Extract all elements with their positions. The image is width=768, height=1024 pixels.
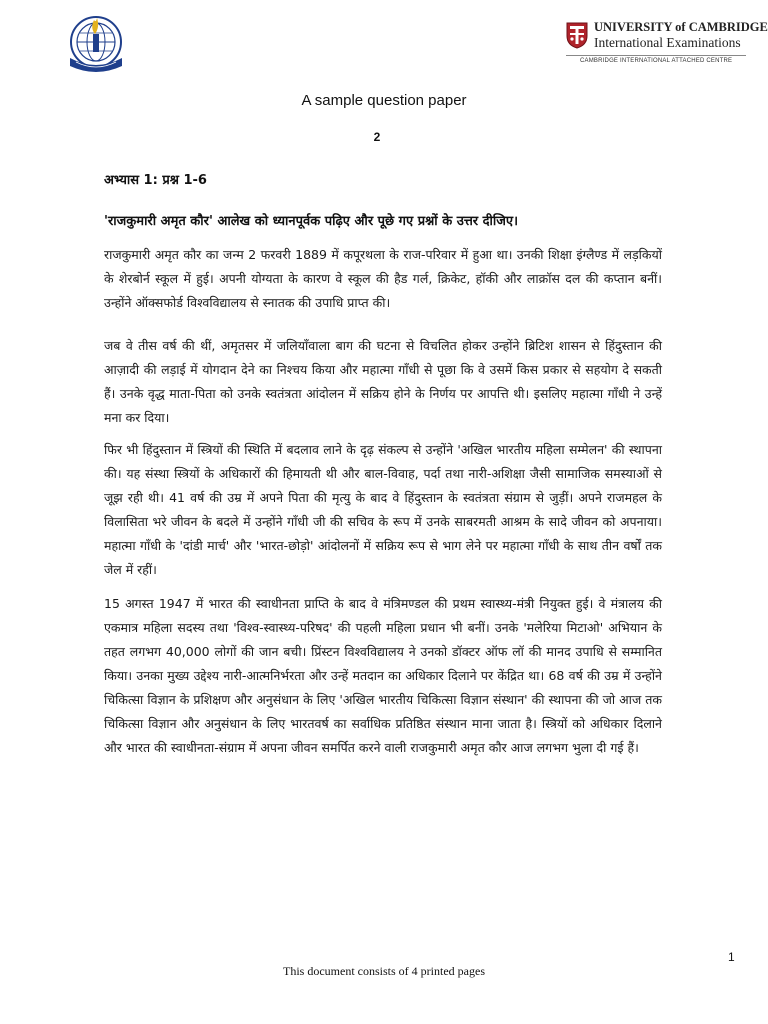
cambridge-shield-icon [566, 22, 588, 49]
cambridge-title: UNIVERSITY of CAMBRIDGE [594, 20, 768, 34]
cambridge-centre-label: CAMBRIDGE INTERNATIONAL ATTACHED CENTRE [580, 58, 733, 64]
section-heading: अभ्यास 1: प्रश्न 1-6 [104, 173, 207, 188]
page-mark: 2 [373, 130, 381, 144]
instruction-text: 'राजकुमारी अमृत कौर' आलेख को ध्यानपूर्वक पढ़िए और पूछे गए प्रश्नों के उत्तर दीजिए। [104, 214, 519, 229]
school-crest-icon [64, 14, 128, 76]
passage-paragraph-2: जब वे तीस वर्ष की थीं, अमृतसर में जलियाँवाला बाग की घटना से विचलित होकर उन्होंने ब्रिटिश शासन से हिंदुस्तान की आज़ादी की लड़ाई में योगदान देने का निश्चय किया और महात्मा गाँधी से पूछा कि वे उसमें किस प्रकार से सहयोग दे सकती हैं। उनके वृद्ध माता-पिता को उनके स्वतंत्रता आंदोलन में सक्रिय होने के निर्णय पर आपत्ति थी। इसलिए महात्मा गाँधी ने उन्हें मना कर दिया। [104, 338, 662, 425]
cambridge-logo [566, 18, 768, 78]
divider [566, 55, 746, 56]
page-number: 1 [728, 950, 735, 964]
passage-paragraph-4: 15 अगस्त 1947 में भारत की स्वाधीनता प्राप्ति के बाद वे मंत्रिमण्डल की प्रथम स्वास्थ्य-मंत्री नियुक्त हुई। वे मंत्रालय की एकमात्र महिला सदस्य तथा 'विश्व-स्वास्थ्य-परिषद' की पहली महिला प्रधान भी बनीं। उनके 'मलेरिया मिटाओ' अभियान के तहत लगभग 40,000 लोगों की जान बची। प्रिंस्टन विश्वविद्यालय ने उनको डॉक्टर ऑफ लॉ की मानद उपाधि से सम्मानित किया। उनका मुख्य उद्देश्य नारी-आत्मनिर्भरता और उन्हें मतदान का अधिकार दिलाने पर केंद्रित था। 68 वर्ष की उम्र में उन्होंने चिकित्सा विज्ञान के प्रशिक्षण और अनुसंधान के लिए 'अखिल भारतीय चिकित्सा विज्ञान संस्थान' की स्थापना की जो आज तक चिकित्सा विज्ञान और अनुसंधान के लिए भारतवर्ष का सर्वाधिक प्रतिष्ठित संस्थान माना जाता है। स्त्रियों को अधिकार दिलाने और भारत की स्वाधीनता-संग्राम में अपना जीवन समर्पित करने वाली राजकुमारी अमृत कौर आज लगभग भुला दी गई हैं। [104, 596, 662, 755]
footer-note: This document consists of 4 printed pages [283, 964, 485, 978]
cambridge-subtitle: International Examinations [594, 35, 741, 50]
passage-paragraph-3: फिर भी हिंदुस्तान में स्त्रियों की स्थिति में बदलाव लाने के दृढ़ संकल्प से उन्होंने 'अखिल भारतीय महिला सम्मेलन' की स्थापना की। यह संस्था स्त्रियों के अधिकारों की हिमायती थी और बाल-विवाह, पर्दा तथा नारी-अशिक्षा जैसी सामाजिक समस्याओं से जूझ रही थी। 41 वर्ष की उम्र में अपने पिता की मृत्यु के बाद वे हिंदुस्तान के स्वतंत्रता संग्राम से जुड़ीं। अपने राजमहल के विलासिता भरे जीवन के बदले में उन्होंने गाँधी जी की सचिव के रूप में उनके साबरमती आश्रम के सादे जीवन को अपनाया। महात्मा गाँधी के 'दांडी मार्च' और 'भारत-छोड़ो' आंदोलनों में सक्रिय रूप से भाग लेने पर महात्मा गाँधी के साथ तीन वर्षों तक जेल में रहीं। [104, 442, 662, 577]
passage-paragraph-1: राजकुमारी अमृत कौर का जन्म 2 फरवरी 1889 में कपूरथला के राज-परिवार में हुआ था। उनकी शिक्षा इंग्लैण्ड में लड़कियों के शेरबोर्न स्कूल में हुई। अपनी योग्यता के कारण वे स्कूल की हैड गर्ल, क्रिकेट, हॉकी और लाक्रॉस दल की कप्तान बनीं। उन्होंने ऑक्सफोर्ड विश्वविद्यालय से स्नातक की उपाधि प्राप्त की। [104, 247, 662, 310]
document-title: A sample question paper [301, 92, 467, 109]
